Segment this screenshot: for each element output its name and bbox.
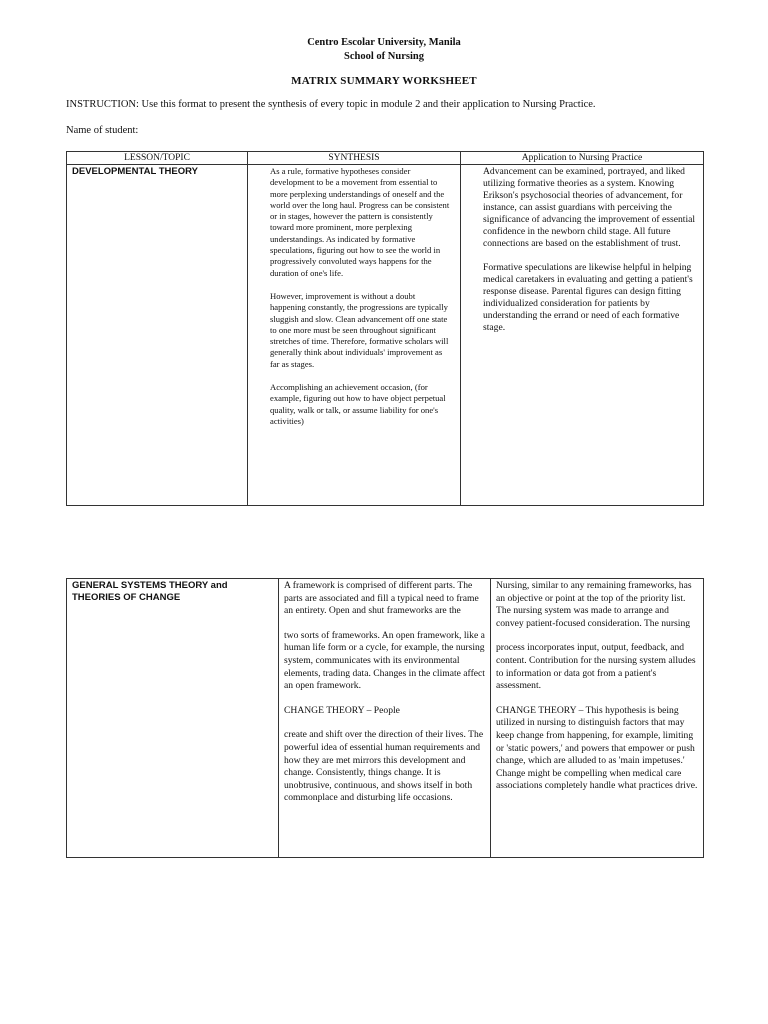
application-paragraph: Nursing, similar to any remaining frameworks, has an objective or point at the top of the priority list. The nursing system was made to arrange and convey patient-focused consideration. The nursing <box>496 580 692 629</box>
synthesis-cell <box>279 579 491 858</box>
table-row <box>67 579 704 858</box>
synthesis-paragraph: A framework is comprised of different parts. The parts are associated and fill a typical need to frame an entirety. Open and shut frameworks are the <box>284 580 479 617</box>
header-lesson-topic: LESSON/TOPIC <box>67 152 248 165</box>
synthesis-paragraph: Accomplishing an achievement occasion, (for example, figuring out how to have object perpetual quality, walk or talk, or assume liability for one's activities) <box>270 382 446 426</box>
university-name: Centro Escolar University, Manila <box>307 37 461 48</box>
table-header-row <box>67 152 704 165</box>
table-row <box>67 165 704 506</box>
matrix-table-1 <box>66 151 704 506</box>
student-name-label: Name of student: <box>66 125 139 136</box>
synthesis-paragraph: create and shift over the direction of their lives. The powerful idea of essential human requirements and how they are met mirrors this development and change. Consistently, things change. It is unobtrusive, continuous, and shows itself in both commonplace and disturbing life occasions. <box>284 729 484 804</box>
header-synthesis: SYNTHESIS <box>248 152 461 165</box>
school-name: School of Nursing <box>344 51 424 62</box>
synthesis-cell <box>248 165 461 506</box>
synthesis-paragraph: As a rule, formative hypotheses consider development to be a movement from essential to more perplexing understandings of oneself and the world over the long haul. Progress can be consistent or in stages, however the pattern is consistently toward more prominent, more perplexing understandings. As indicated by formative speculations, figuring out how to see the world in progressively convoluted ways happens for the duration of one's life. <box>270 166 450 278</box>
application-cell <box>461 165 704 506</box>
worksheet-title: MATRIX SUMMARY WORKSHEET <box>291 75 477 87</box>
application-paragraph: process incorporates input, output, feedback, and content. Contribution for the nursing system alludes to information or data got from a patient's assessment. <box>496 642 696 692</box>
header-application: Application to Nursing Practice <box>461 152 704 165</box>
topic-cell: DEVELOPMENTAL THEORY <box>67 165 248 506</box>
synthesis-paragraph: CHANGE THEORY – People <box>284 704 400 716</box>
synthesis-paragraph: two sorts of frameworks. An open framework, like a human life form or a cycle, for example, the nursing system, communicates with its environmental elements, trading data. Changes in the climate affect an open framework. <box>284 629 485 692</box>
application-paragraph: Formative speculations are likewise helpful in helping medical caretakers in evaluating and getting a patient's response disease. Parental figures can design fitting individualized consideration for patients by understanding the errand or need of each formative stage. <box>483 262 693 333</box>
application-cell <box>491 579 704 858</box>
application-paragraph: Advancement can be examined, portrayed, and liked utilizing formative theories as a system. Knowing Erikson's psychosocial theories of advancement, for instance, can assist guardians with perceiving the significance of advancing the improvement of essential confidence in the newborn child stage. All future connections are based on the establishment of trust. <box>483 166 696 249</box>
topic-cell: GENERAL SYSTEMS THEORY and THEORIES OF CHANGE <box>67 579 279 858</box>
instruction-text: INSTRUCTION: Use this format to present the synthesis of every topic in module 2 and their application to Nursing Practice. <box>66 99 596 110</box>
application-paragraph: CHANGE THEORY – This hypothesis is being utilized in nursing to distinguish factors that may keep change from happening, for example, limiting or 'static powers,' and powers that empower or push change, which are alluded to as 'main impetuses.' Change might be compelling when medical care associations completely handle what practices drive. <box>496 704 698 792</box>
synthesis-paragraph: However, improvement is without a doubt happening constantly, the progressions are typically sluggish and slow. Clean advancement off one state to one more must be seen throughout significant stretches of time. Therefore, formative scholars will generally think about individuals' improvement as far as stages. <box>270 290 449 369</box>
matrix-table-2 <box>66 578 704 858</box>
